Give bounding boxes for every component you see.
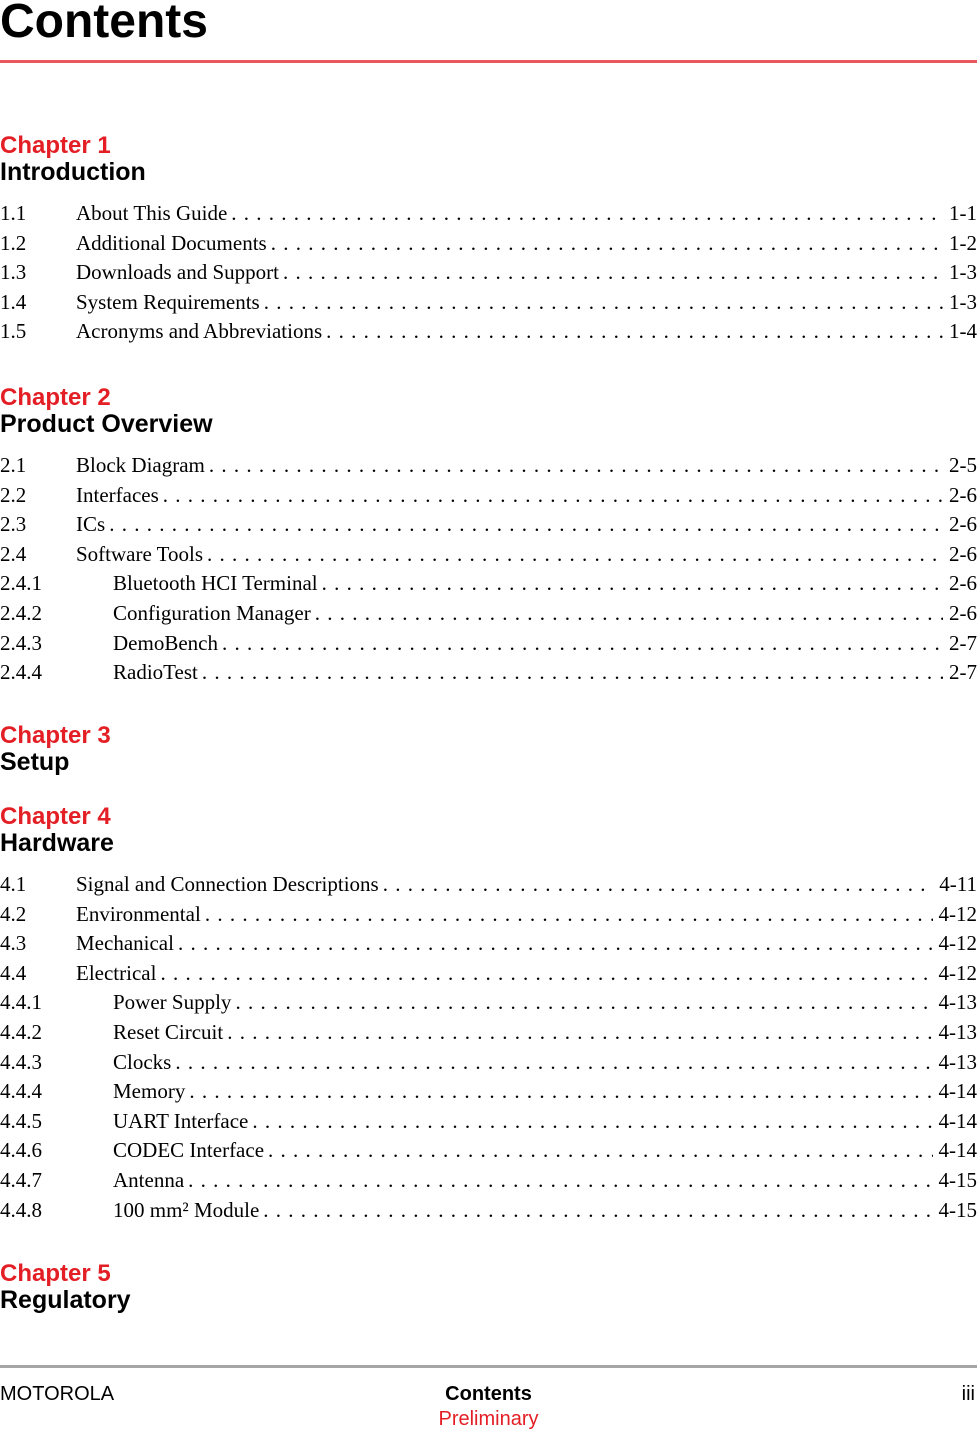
toc-entry[interactable]	[0, 229, 977, 259]
page-number: 4-14	[938, 1079, 977, 1104]
section-title: About This Guide	[76, 201, 228, 225]
section-number: 2.2	[0, 482, 27, 507]
section-title: Antenna	[113, 1167, 185, 1192]
section-title: Signal and Connection Descriptions	[76, 872, 379, 896]
section-title: UART Interface	[113, 1108, 249, 1133]
dot-leader	[231, 199, 943, 229]
toc-subentry[interactable]	[0, 1166, 977, 1196]
section-number: 2.4.3	[0, 630, 42, 655]
dot-leader	[227, 1018, 932, 1048]
chapter-3-section	[0, 722, 977, 776]
section-number: 1.3	[0, 260, 27, 285]
section-number: 1.5	[0, 319, 27, 344]
toc-entry[interactable]	[0, 199, 977, 229]
section-number: 2.4.1	[0, 571, 42, 596]
dot-leader	[207, 540, 943, 570]
page-number: 4-13	[938, 1019, 977, 1044]
dot-leader	[175, 1048, 932, 1078]
section-number: 4.4.8	[0, 1197, 42, 1222]
page-number: 4-14	[938, 1108, 977, 1133]
chapter-title[interactable]: Introduction	[0, 158, 146, 186]
document-status: Preliminary	[438, 1408, 539, 1430]
section-title: Mechanical	[76, 931, 174, 956]
section-title: RadioTest	[113, 660, 198, 685]
page-number: 2-6	[949, 571, 977, 596]
section-title: Memory	[113, 1079, 186, 1104]
toc-subentry[interactable]	[0, 1196, 977, 1226]
toc-subentry[interactable]	[0, 1077, 977, 1107]
chapter-4-section	[0, 803, 977, 1225]
page-number: 4-15	[938, 1197, 977, 1222]
chapter-5-section	[0, 1260, 977, 1314]
toc-entry-list	[0, 199, 977, 347]
section-number: 4.4.2	[0, 1019, 42, 1044]
toc-entry[interactable]	[0, 929, 977, 959]
toc-subentry[interactable]	[0, 1136, 977, 1166]
section-title: Configuration Manager	[113, 600, 311, 625]
chapter-label[interactable]: Chapter 1	[0, 132, 111, 159]
page-number: 1-3	[949, 289, 977, 314]
chapter-title[interactable]: Regulatory	[0, 1286, 131, 1314]
page-number: 2-6	[949, 541, 977, 566]
section-title: Interfaces	[76, 482, 159, 507]
chapter-label[interactable]: Chapter 3	[0, 722, 111, 749]
footer-divider	[0, 1365, 977, 1368]
chapter-title[interactable]: Hardware	[0, 829, 114, 857]
page-number: 2-5	[949, 453, 977, 477]
chapter-title[interactable]: Product Overview	[0, 410, 213, 438]
toc-entry[interactable]	[0, 900, 977, 930]
section-title: Block Diagram	[76, 453, 205, 477]
footer-section-title: Contents	[445, 1383, 532, 1405]
dot-leader	[163, 481, 943, 511]
toc-entry[interactable]	[0, 540, 977, 570]
section-title: Downloads and Support	[76, 260, 279, 285]
section-title: Reset Circuit	[113, 1019, 224, 1044]
toc-entry[interactable]	[0, 510, 977, 540]
toc-entry[interactable]	[0, 288, 977, 318]
section-number: 2.4	[0, 541, 27, 566]
toc-entry[interactable]	[0, 481, 977, 511]
toc-entry[interactable]	[0, 870, 977, 900]
section-title: CODEC Interface	[113, 1138, 265, 1163]
section-number: 2.4.2	[0, 600, 42, 625]
section-title: Bluetooth HCI Terminal	[113, 571, 318, 596]
section-title: Environmental	[76, 901, 201, 926]
page-number: 2-7	[949, 630, 977, 655]
toc-subentry[interactable]	[0, 1048, 977, 1078]
section-number: 4.3	[0, 931, 27, 956]
dot-leader	[160, 959, 932, 989]
dot-leader	[205, 900, 933, 930]
dot-leader	[283, 258, 943, 288]
section-title: Clocks	[113, 1049, 172, 1074]
toc-subentry[interactable]	[0, 599, 977, 629]
page-number: 4-15	[938, 1167, 977, 1192]
section-title: ICs	[76, 512, 106, 537]
page-number: 1-2	[949, 230, 977, 255]
dot-leader	[235, 988, 932, 1018]
toc-entry[interactable]	[0, 451, 977, 481]
toc-subentry[interactable]	[0, 988, 977, 1018]
dot-leader	[264, 288, 943, 318]
dot-leader	[383, 870, 934, 900]
dot-leader	[326, 317, 943, 347]
page-number: 4-12	[938, 960, 977, 985]
section-number: 4.4.5	[0, 1108, 42, 1133]
page-number: 1-3	[949, 260, 977, 285]
section-number: 1.4	[0, 289, 27, 314]
dot-leader	[202, 658, 943, 688]
section-title: Power Supply	[113, 990, 232, 1015]
section-number: 4.4	[0, 960, 27, 985]
page-number: 1-4	[949, 319, 977, 344]
dot-leader	[252, 1107, 932, 1137]
page-number: 2-6	[949, 482, 977, 507]
toc-subentry[interactable]	[0, 1018, 977, 1048]
chapter-1-section	[0, 132, 977, 347]
chapter-title[interactable]: Setup	[0, 748, 70, 776]
toc-entry[interactable]	[0, 317, 977, 347]
chapter-label[interactable]: Chapter 5	[0, 1260, 111, 1287]
section-title: DemoBench	[113, 630, 218, 655]
page-number: 2-6	[949, 512, 977, 537]
section-number: 4.1	[0, 872, 27, 896]
section-number: 2.4.4	[0, 660, 42, 685]
page-number: 4-13	[938, 1049, 977, 1074]
dot-leader	[322, 569, 943, 599]
section-title: Additional Documents	[76, 230, 267, 255]
footer-page-number: iii	[961, 1383, 975, 1405]
toc-subentry[interactable]	[0, 658, 977, 688]
chapter-2-section	[0, 384, 977, 688]
section-number: 1.2	[0, 230, 27, 255]
section-number: 4.4.4	[0, 1079, 42, 1104]
toc-entry-list	[0, 451, 977, 688]
dot-leader	[209, 451, 943, 481]
dot-leader	[222, 629, 943, 659]
section-number: 4.4.6	[0, 1138, 42, 1163]
page-number: 1-1	[949, 201, 977, 225]
chapter-label[interactable]: Chapter 2	[0, 384, 111, 411]
section-number: 2.1	[0, 453, 27, 477]
dot-leader	[271, 229, 943, 259]
section-title: System Requirements	[76, 289, 260, 314]
page-number: 4-13	[938, 990, 977, 1015]
section-number: 4.4.7	[0, 1167, 42, 1192]
toc-subentry[interactable]	[0, 629, 977, 659]
page-number: 4-12	[938, 901, 977, 926]
page-number: 2-6	[949, 600, 977, 625]
section-number: 1.1	[0, 201, 27, 225]
section-title: Software Tools	[76, 541, 204, 566]
dot-leader	[263, 1196, 932, 1226]
section-title: Acronyms and Abbreviations	[76, 319, 323, 344]
title-divider	[0, 60, 977, 63]
page-title: Contents	[0, 0, 208, 48]
toc-entry[interactable]	[0, 258, 977, 288]
page-footer	[0, 1383, 977, 1433]
page-number: 4-14	[938, 1138, 977, 1163]
toc-subentry[interactable]	[0, 1107, 977, 1137]
page-number: 4-12	[938, 931, 977, 956]
section-number: 4.2	[0, 901, 27, 926]
dot-leader	[189, 1077, 932, 1107]
chapter-label[interactable]: Chapter 4	[0, 803, 111, 830]
page-number: 4-11	[939, 872, 977, 896]
toc-entry-list	[0, 870, 977, 1225]
section-number: 4.4.1	[0, 990, 42, 1015]
dot-leader	[268, 1136, 932, 1166]
section-number: 4.4.3	[0, 1049, 42, 1074]
toc-subentry[interactable]	[0, 569, 977, 599]
toc-entry[interactable]	[0, 959, 977, 989]
dot-leader	[109, 510, 943, 540]
section-title: 100 mm² Module	[113, 1197, 260, 1222]
page-number: 2-7	[949, 660, 977, 685]
dot-leader	[178, 929, 933, 959]
dot-leader	[315, 599, 943, 629]
dot-leader	[188, 1166, 932, 1196]
company-name: MOTOROLA	[0, 1383, 115, 1405]
section-number: 2.3	[0, 512, 27, 537]
section-title: Electrical	[76, 960, 157, 985]
